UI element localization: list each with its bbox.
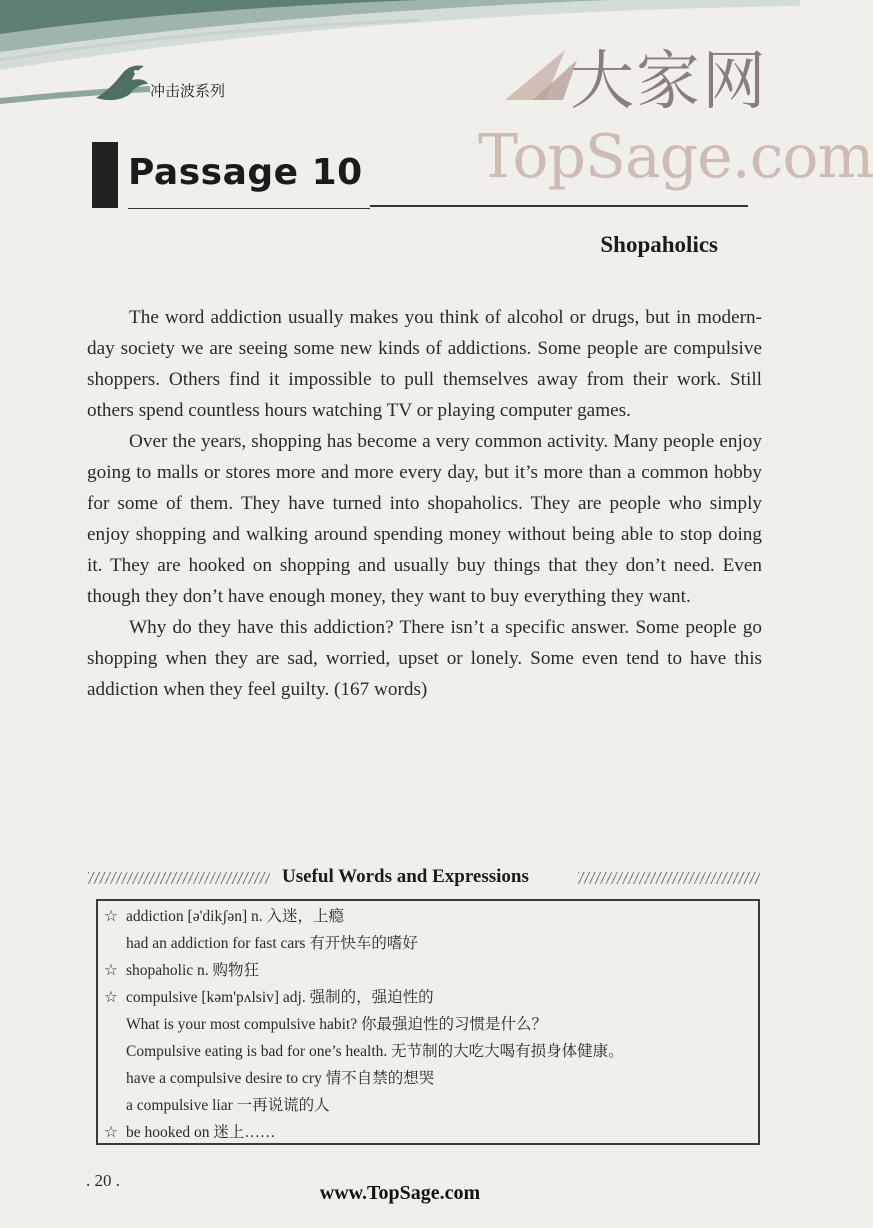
vocab-box [96, 899, 760, 1145]
watermark-chinese: 大家网 [570, 45, 768, 119]
vocab-example: What is your most compulsive habit? 你最强迫性的习惯是什么？ [126, 1016, 548, 1033]
star-icon: ☆ [104, 989, 118, 1006]
vocab-entry: ☆ be hooked on 迷上…… [104, 1124, 276, 1141]
vocab-header [88, 866, 760, 890]
vocab-entry: ☆ addiction [ə'dikʃən] n. 入迷，上瘾 [104, 908, 345, 925]
series-label: 冲击波系列 [150, 82, 226, 100]
passage-title: Passage 10 [128, 152, 363, 193]
page-number: . 20 . [86, 1171, 120, 1190]
bird-icon [92, 62, 150, 104]
vocab-example: Compulsive eating is bad for one’s health. 无节制的大吃大喝有损身体健康。 [126, 1043, 624, 1060]
star-icon: ☆ [104, 908, 118, 925]
hatch-divider-left [88, 872, 270, 884]
title-underline [128, 208, 370, 209]
passage-body [87, 302, 762, 705]
vocab-title: Useful Words and Expressions [282, 866, 529, 887]
vocab-entry: ☆ compulsive [kəm'pʌlsiv] adj. 强制的，强迫性的 [104, 989, 434, 1006]
vocab-example: had an addiction for fast cars 有开快车的嗜好 [126, 935, 418, 952]
paragraph-1: The word addiction usually makes you think of alcohol or drugs, but in modern-day society we are seeing some new kinds of addictions. Some people are compulsive shoppers. Others find it impossible to pull themselves away from their work. Still others spend countless hours watching TV or playing computer games. [87, 307, 762, 421]
hatch-divider-right [578, 872, 760, 884]
paragraph-2: Over the years, shopping has become a very common activity. Many people enjoy going to malls or stores more and more every day, but it’s more than a common hobby for some of them. They have turned into shopaholics. They are people who simply enjoy shopping and walking around spending money without being able to stop doing it. They are hooked on shopping and usually buy things that they don’t need. Even though they don’t have enough money, they want to buy everything they want. [87, 431, 762, 607]
vocab-example: have a compulsive desire to cry 情不自禁的想哭 [126, 1070, 435, 1087]
title-rule [370, 205, 748, 207]
footer-url: www.TopSage.com [319, 1182, 481, 1204]
watermark-english: TopSage.com [478, 122, 873, 192]
vocab-entry: ☆ shopaholic n. 购物狂 [104, 962, 260, 979]
passage-subtitle: Shopaholics [600, 232, 718, 257]
title-accent-bar [92, 142, 126, 208]
star-icon: ☆ [104, 1124, 118, 1141]
star-icon: ☆ [104, 962, 118, 979]
paragraph-3: Why do they have this addiction? There isn’t a specific answer. Some people go shopping when they are sad, worried, upset or lonely. Some even tend to have this addiction when they feel guilty. (167 words) [87, 617, 762, 700]
vocab-example: a compulsive liar 一再说谎的人 [126, 1097, 330, 1114]
